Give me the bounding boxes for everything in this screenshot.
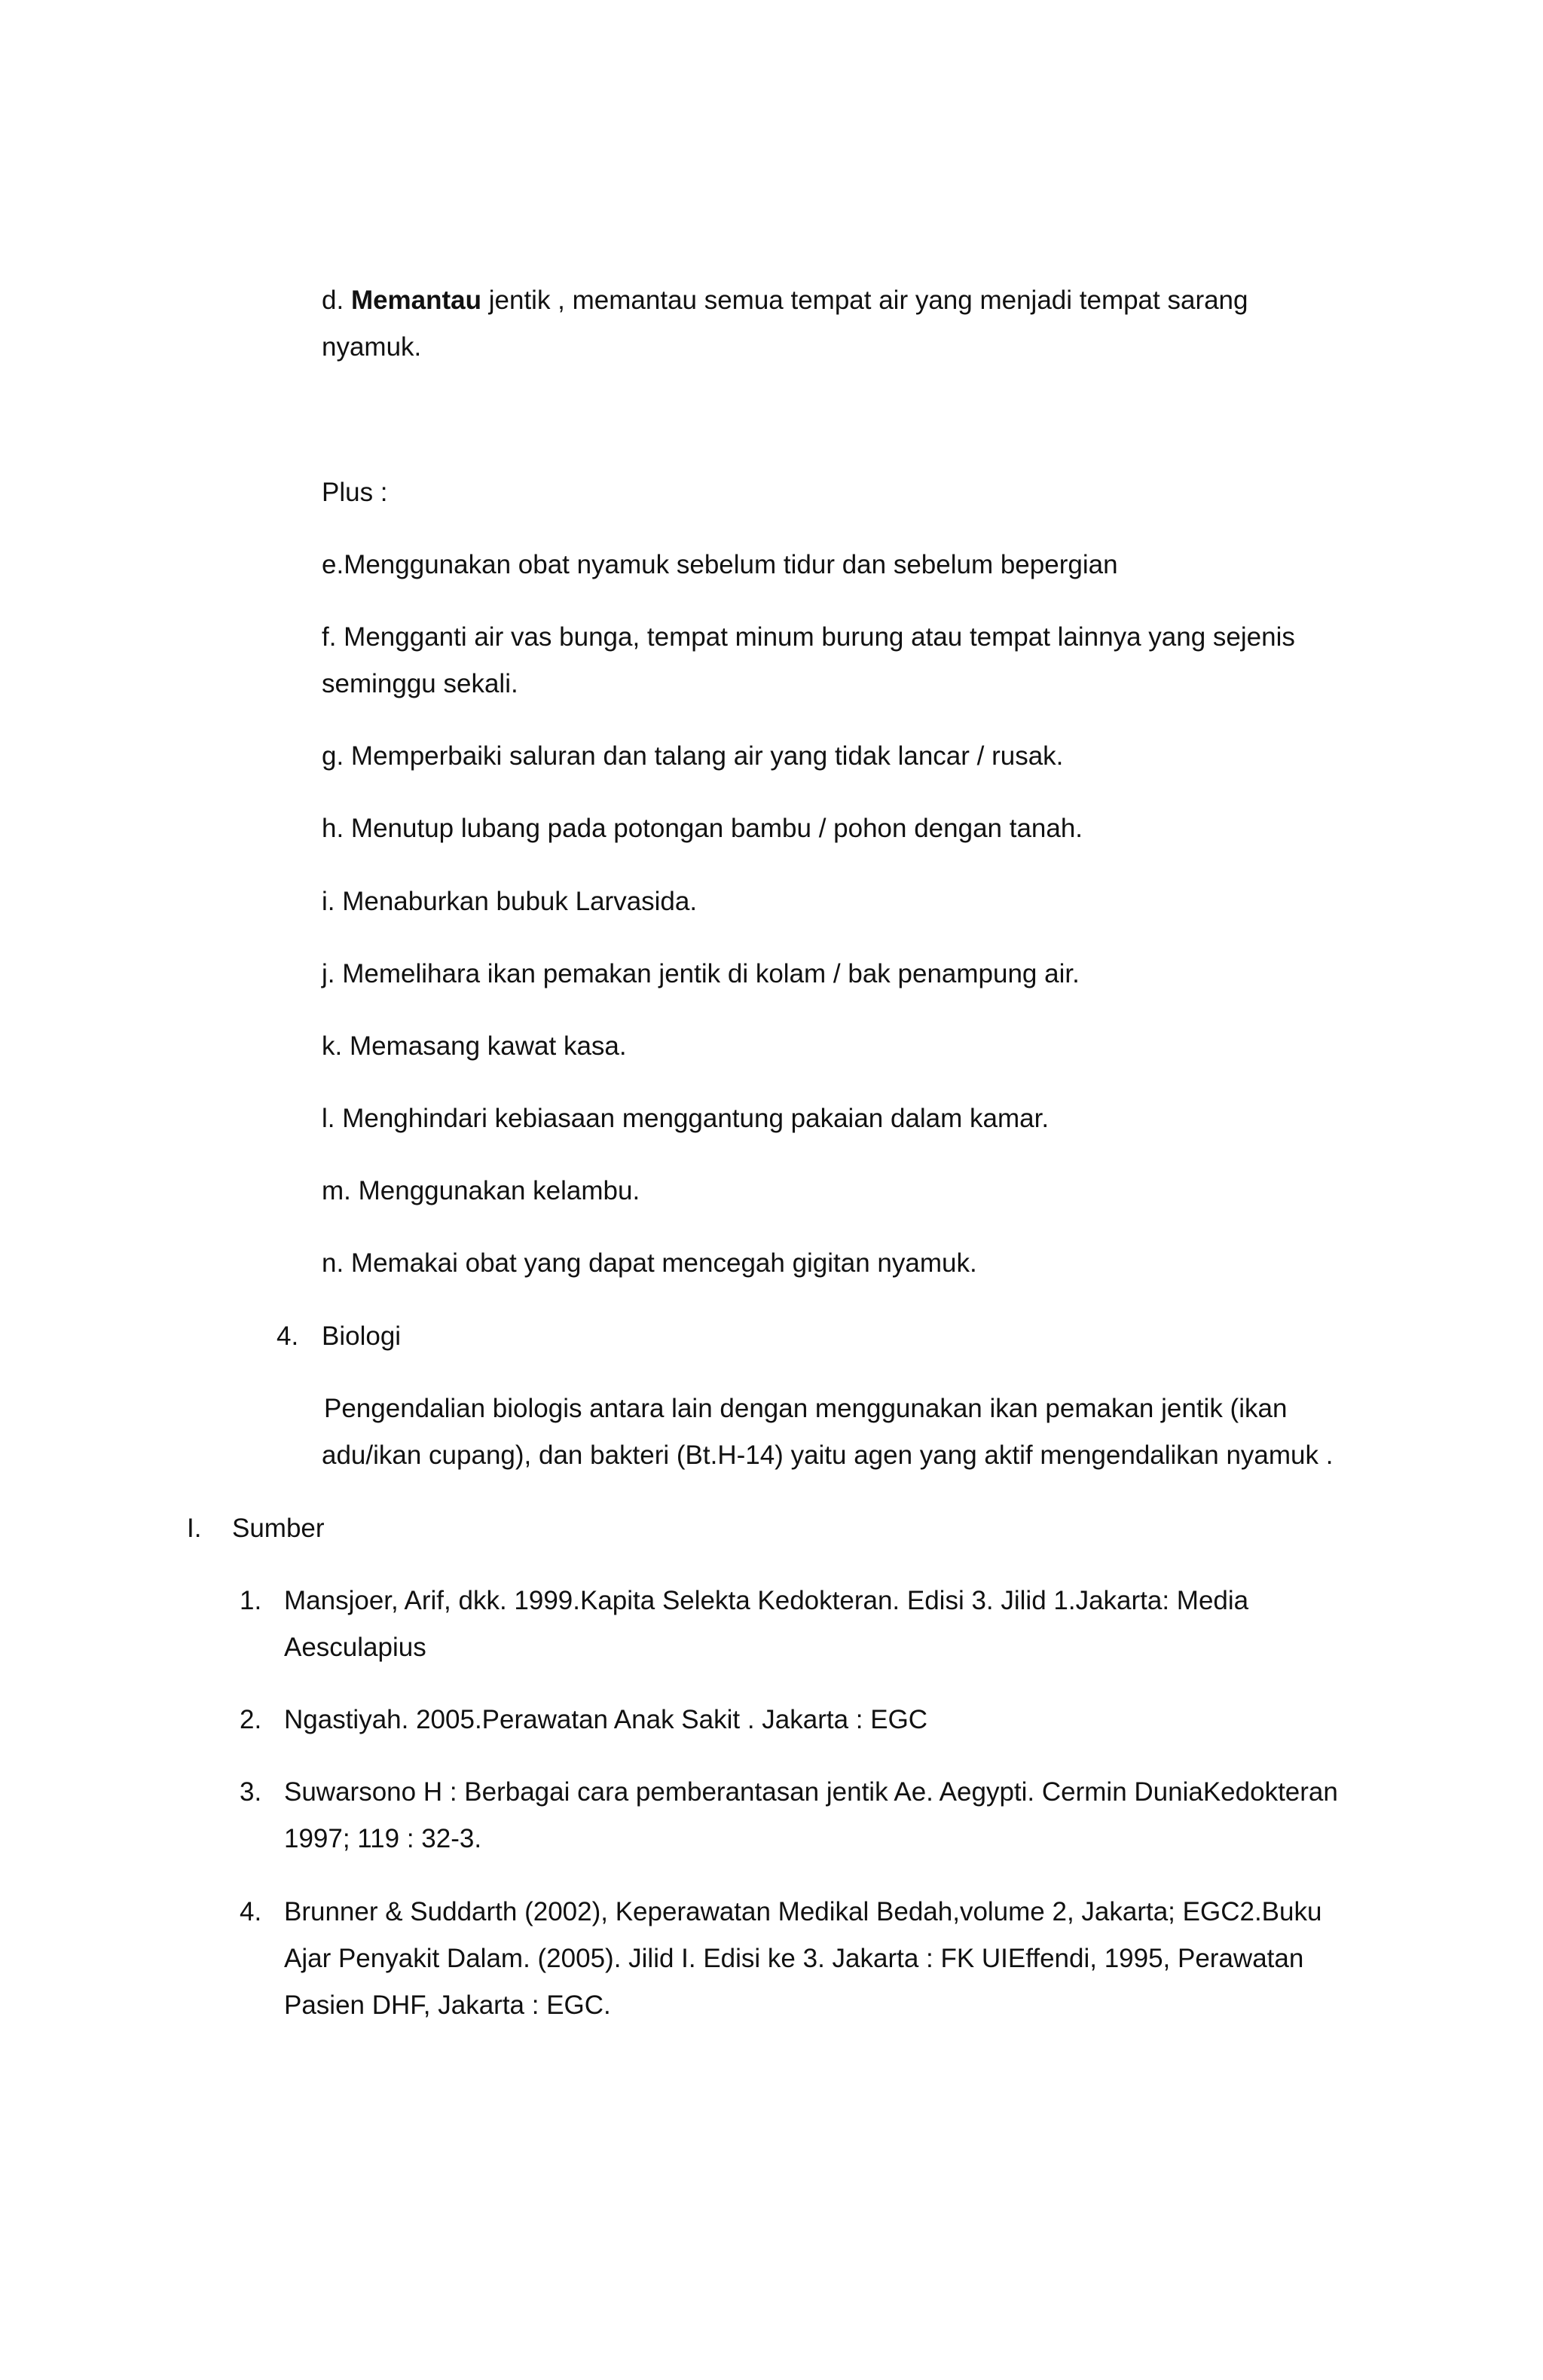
tip-h: h. Menutup lubang pada potongan bambu / pohon dengan tanah. [322,814,1083,843]
ref-4-line2: Ajar Penyakit Dalam. (2005). Jilid I. Edisi ke 3. Jakarta : FK UIEffendi, 1995, Perawatan [284,1944,1304,1973]
sumber-number: I. [187,1514,202,1543]
ref-2-line1: Ngastiyah. 2005.Perawatan Anak Sakit . Jakarta : EGC [284,1705,928,1734]
biologi-text-line2: adu/ikan cupang), dan bakteri (Bt.H-14) yaitu agen yang aktif mengendalikan nyamuk . [322,1441,1334,1470]
tip-i: i. Menaburkan bubuk Larvasida. [322,887,698,916]
biologi-title: Biologi [322,1321,402,1351]
ref-2-number: 2. [240,1705,262,1734]
sumber-title: Sumber [232,1514,325,1543]
tip-d-letter: d. [322,286,344,315]
tip-d-rest: jentik , memantau semua tempat air yang menjadi tempat sarang [481,286,1248,315]
tip-e: e.Menggunakan obat nyamuk sebelum tidur dan sebelum bepergian [322,550,1118,579]
tip-m: m. Menggunakan kelambu. [322,1176,640,1205]
ref-1-line1: Mansjoer, Arif, dkk. 1999.Kapita Selekta Kedokteran. Edisi 3. Jilid 1.Jakarta: Media [284,1586,1249,1615]
biologi-number: 4. [277,1321,299,1351]
tip-f-line1: f. Mengganti air vas bunga, tempat minum burung atau tempat lainnya yang sejenis [322,622,1295,652]
tip-g: g. Memperbaiki saluran dan talang air yang tidak lancar / rusak. [322,741,1064,771]
ref-3-number: 3. [240,1777,262,1807]
ref-1-number: 1. [240,1586,262,1615]
ref-4-number: 4. [240,1897,262,1926]
tip-j: j. Memelihara ikan pemakan jentik di kolam / bak penampung air. [322,959,1080,988]
biologi-text-line1: Pengendalian biologis antara lain dengan menggunakan ikan pemakan jentik (ikan [324,1394,1288,1423]
tip-d-line2: nyamuk. [322,332,422,362]
plus-label: Plus : [322,478,388,507]
tip-l: l. Menghindari kebiasaan menggantung pakaian dalam kamar. [322,1104,1050,1133]
tip-n: n. Memakai obat yang dapat mencegah gigitan nyamuk. [322,1248,977,1278]
ref-4-line3: Pasien DHF, Jakarta : EGC. [284,1990,611,2020]
ref-3-line1: Suwarsono H : Berbagai cara pemberantasan jentik Ae. Aegypti. Cermin DuniaKedokteran [284,1777,1338,1807]
ref-4-line1: Brunner & Suddarth (2002), Keperawatan Medikal Bedah,volume 2, Jakarta; EGC2.Buku [284,1897,1322,1926]
tip-f-line2: seminggu sekali. [322,669,518,698]
ref-1-line2: Aesculapius [284,1633,426,1662]
tip-d-line1 [322,277,1248,324]
tip-d-bold: Memantau [350,286,482,315]
tip-k: k. Memasang kawat kasa. [322,1031,627,1061]
ref-3-line2: 1997; 119 : 32-3. [284,1824,482,1853]
